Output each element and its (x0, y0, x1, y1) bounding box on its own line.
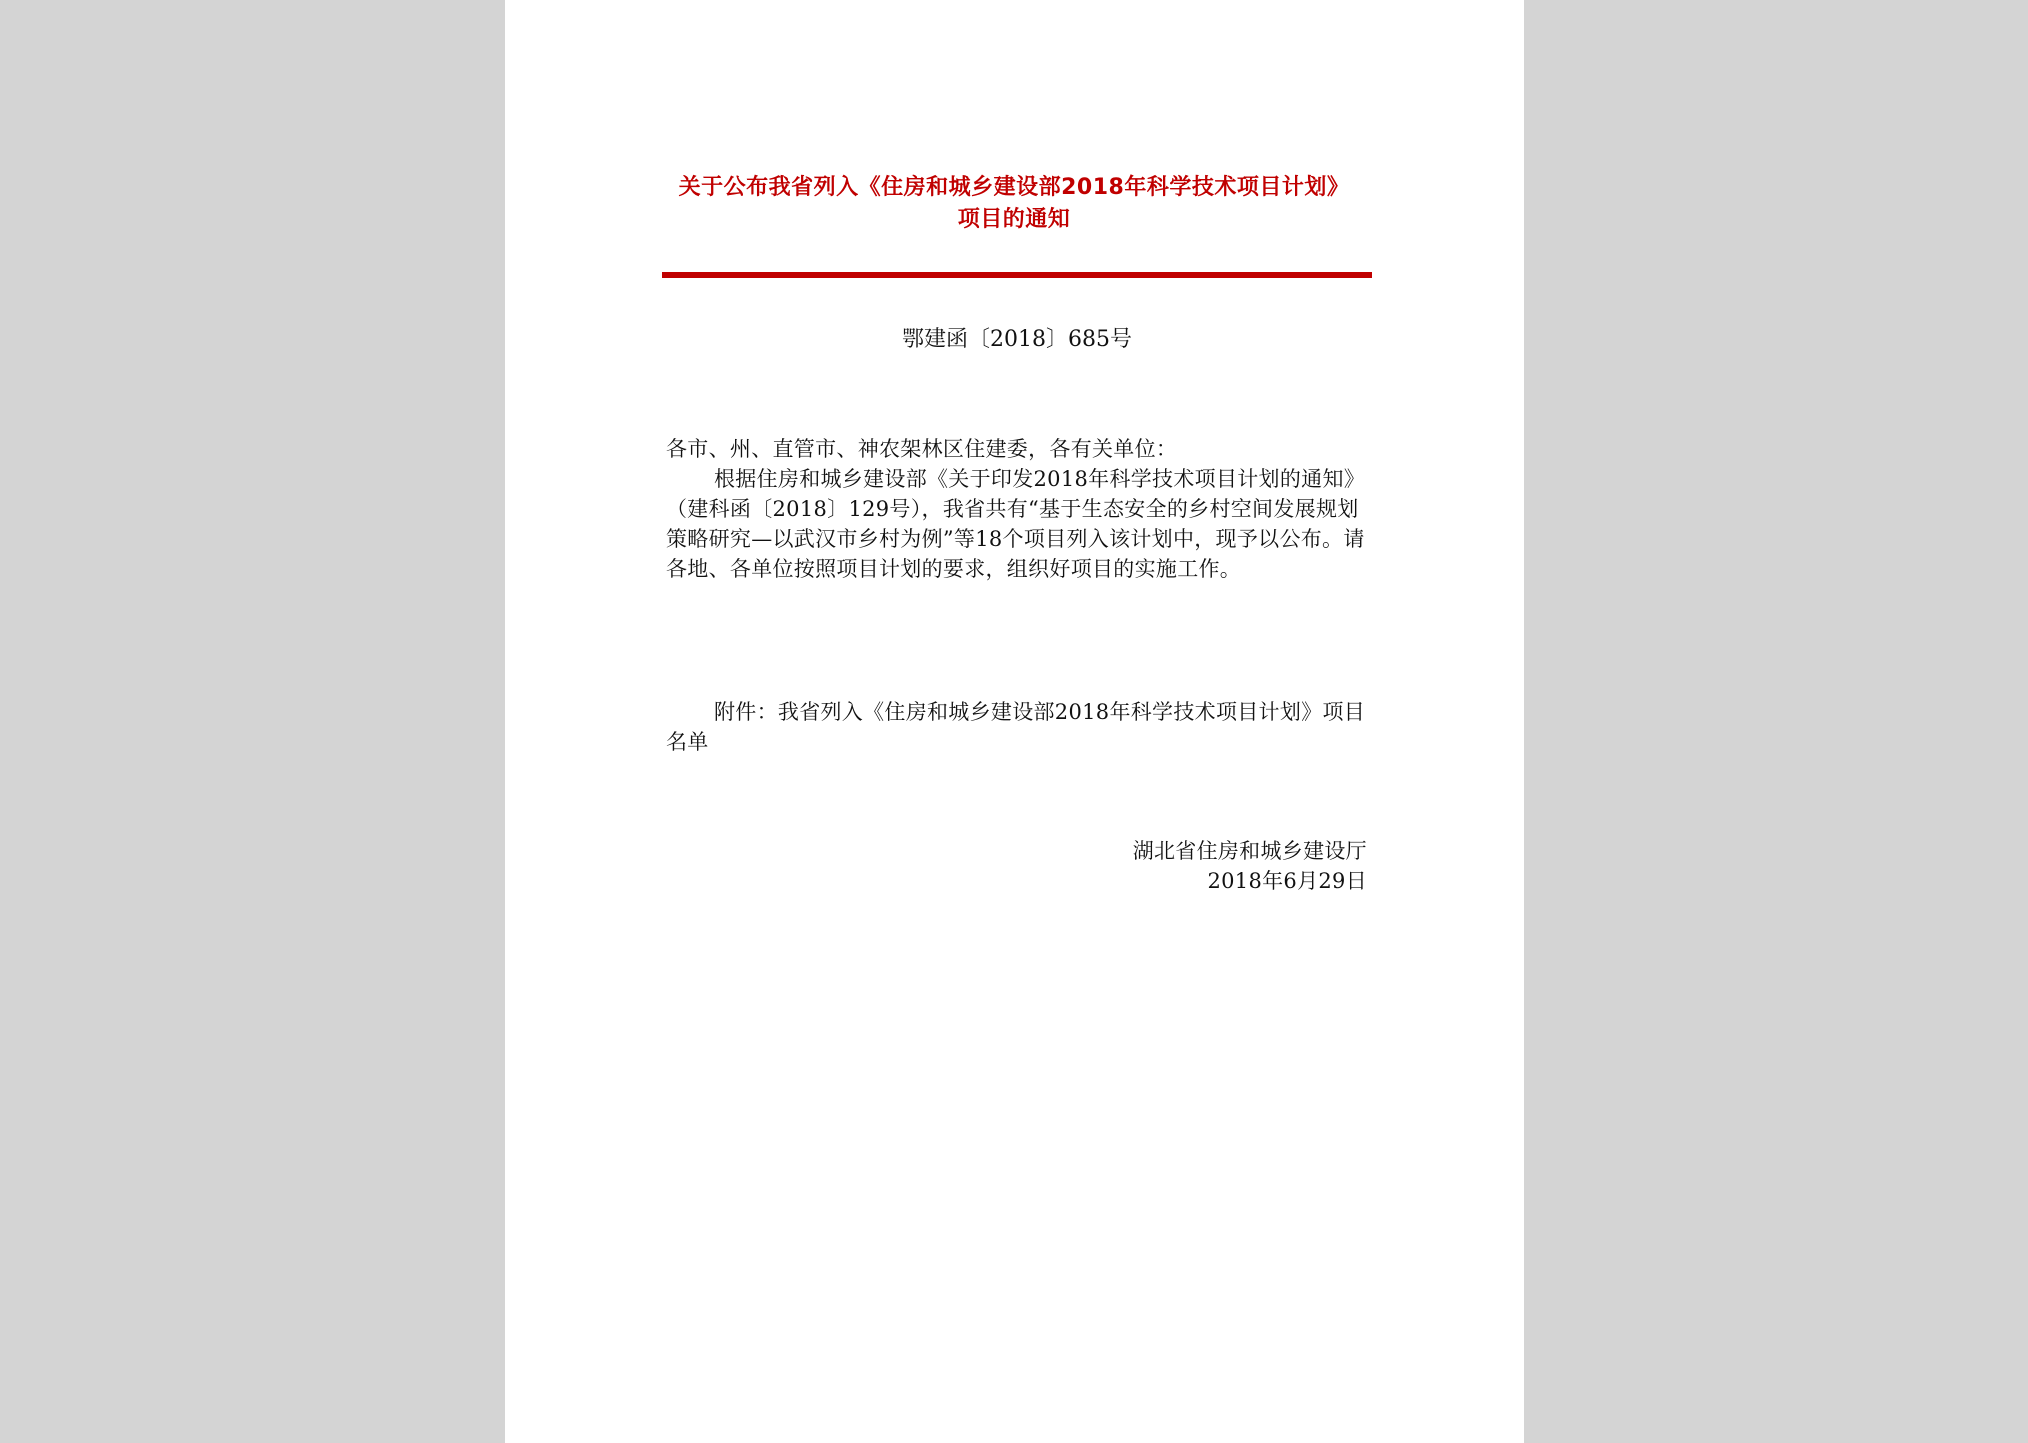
signature-block (1005, 836, 1367, 896)
document-page (505, 0, 1524, 1443)
attachment-note: 附件：我省列入《住房和城乡建设部2018年科学技术项目计划》项目名单 (666, 700, 1366, 754)
document-number: 鄂建函〔2018〕685号 (902, 327, 1132, 352)
salutation: 各市、州、直管市、神农架林区住建委，各有关单位： (666, 437, 1178, 461)
issuer-name: 湖北省住房和城乡建设厅 (1132, 839, 1367, 863)
issue-date: 2018年6月29日 (1207, 869, 1367, 893)
body-paragraph: 根据住房和城乡建设部《关于印发2018年科学技术项目计划的通知》（建科函〔2018〕129号），我省共有“基于生态安全的乡村空间发展规划策略研究—以武汉市乡村为例”等18个项目列入该计划中，现予以公布。请各地、各单位按照项目计划的要求，组织好项目的实施工作。 (666, 467, 1366, 581)
red-header-rule (662, 272, 1372, 278)
document-title: 关于公布我省列入《住房和城乡建设部2018年科学技术项目计划》项目的通知 (678, 175, 1350, 232)
